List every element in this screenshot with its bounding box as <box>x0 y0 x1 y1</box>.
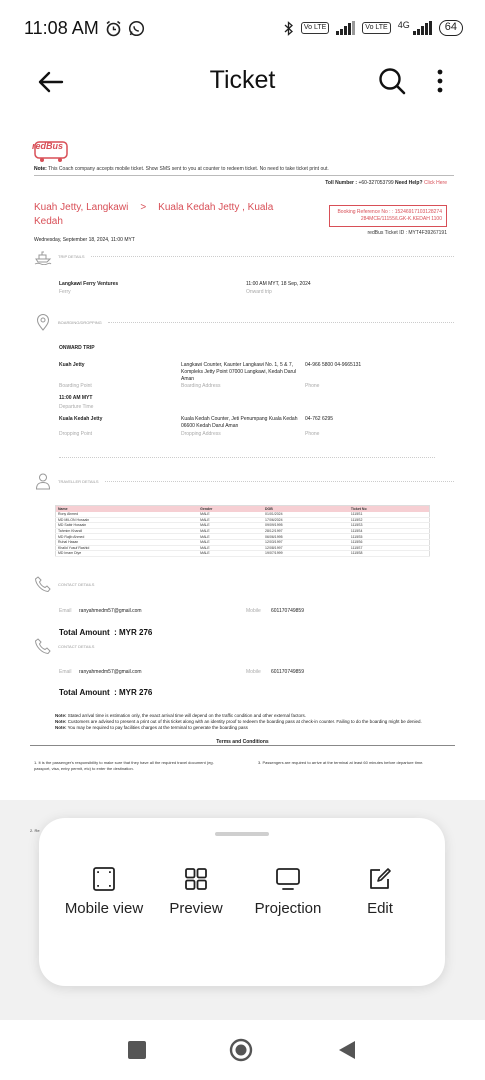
table-cell: 01/01/2024 <box>263 512 349 518</box>
onward-trip-heading: ONWARD TRIP <box>59 345 95 351</box>
email-label: Email <box>59 669 72 675</box>
mobile-label: Mobile <box>246 608 261 614</box>
boarding-dropping-header: BOARDING/DROPPING <box>34 313 454 331</box>
departure-time: 11:00 AM MYT <box>59 395 93 401</box>
column-header: DOB <box>263 506 349 512</box>
table-cell: MALE <box>198 528 263 534</box>
email-value: ranyahmedm57@gmail.com <box>79 608 142 614</box>
signal-icon-2 <box>413 21 432 35</box>
dropping-point: Kuala Kedah Jetty <box>59 416 103 422</box>
table-cell: MD Sabir Hossain <box>56 523 199 529</box>
boarding-point-label: Boarding Point <box>59 383 92 389</box>
table-cell: MD Imam Diye <box>56 551 199 557</box>
table-cell: 1115S5 <box>349 534 430 540</box>
table-cell: 1115S8 <box>349 551 430 557</box>
departure-time-label: Departure Time <box>59 404 94 410</box>
table-cell: 19/07/1999 <box>263 551 349 557</box>
home-circle-icon[interactable] <box>229 1038 253 1062</box>
status-time: 11:08 AM <box>24 17 99 38</box>
terms-heading: Terms and Conditions <box>216 739 269 745</box>
table-cell: Khalid Yusuf Rashid <box>56 545 199 551</box>
operator-name: Langkawi Ferry Ventures <box>59 281 119 287</box>
location-pin-icon <box>34 313 52 331</box>
phone-icon <box>34 637 52 655</box>
table-cell: 1115S7 <box>349 545 430 551</box>
table-cell: 17/06/2024 <box>263 517 349 523</box>
system-nav-bar <box>0 1020 485 1080</box>
mobile-view-button[interactable] <box>54 866 154 917</box>
ticket-id: redBus Ticket ID : MYT4F39267191 <box>367 230 447 236</box>
dropping-point-label: Dropping Point <box>59 431 93 437</box>
onward-time: 11:00 AM MYT, 18 Sep, 2024 <box>246 281 311 287</box>
click-here-link[interactable]: Click Here <box>423 180 447 186</box>
table-cell: Ruhal Hasan <box>56 539 199 545</box>
battery-indicator: 64 <box>439 20 463 36</box>
mobile-label: Mobile <box>246 669 261 675</box>
sheet-drag-handle[interactable] <box>215 832 269 836</box>
volte-badge-2: Vo LTE <box>362 22 390 34</box>
redbus-logo-text: redBus <box>32 141 64 151</box>
app-bar <box>0 56 485 108</box>
contact-details-header-2: CONTACT DETAILS <box>34 637 454 655</box>
more-options-icon[interactable] <box>430 66 450 96</box>
onward-label: Onward trip <box>246 289 272 295</box>
booking-reference-box: Booking Reference No : : 15246917103128274 284MCE/11155/LGK-K.KEDAH 1100 <box>329 205 447 227</box>
table-cell: MD MILON Hossain <box>56 517 199 523</box>
dropping-address: Kuala Kedah Counter, Jeti Penumpang Kuala Kedah 06600 Kedah Darul Aman <box>181 416 298 429</box>
mobile-value: 601170749859 <box>271 669 304 675</box>
projection-button[interactable] <box>238 866 338 917</box>
table-cell: 09/09/1995 <box>263 523 349 529</box>
dropping-phone: 04-762 6295 <box>305 416 334 422</box>
person-icon <box>34 472 52 490</box>
mobile-ticket-note: Note: This Coach company accepts mobile ticket. Show SMS sent to you at counter to redeem ticket. No need to take ticket print out. <box>34 166 454 176</box>
boarding-address: Langkawi Counter, Kaunter Langkawi No. 1, 5 & 7, Kompleks Jetty Point 07000 Langkawi, Kedah Darul Aman <box>181 362 297 382</box>
phone-icon <box>34 575 52 593</box>
boarding-point: Kuah Jetty <box>59 362 85 368</box>
table-cell: 1115S4 <box>349 528 430 534</box>
boarding-phone-label: Phone <box>305 383 320 389</box>
email-value: ranyahmedm57@gmail.com <box>79 669 142 675</box>
table-cell: Tahmim Khandl <box>56 528 199 534</box>
trip-details-header: TRIP DETAILS <box>34 247 454 265</box>
preview-label: Preview <box>169 900 223 917</box>
column-header: Name <box>56 506 199 512</box>
table-cell: 1115S6 <box>349 539 430 545</box>
ferry-icon <box>34 247 52 265</box>
dropping-phone-label: Phone <box>305 431 320 437</box>
email-label: Email <box>59 608 72 614</box>
table-cell: MD Rajib Ahmed <box>56 534 199 540</box>
alarm-icon <box>105 20 122 37</box>
whatsapp-icon <box>128 20 145 37</box>
table-cell: 12/03/1997 <box>263 539 349 545</box>
table-cell: MALE <box>198 545 263 551</box>
table-cell: 1115S2 <box>349 517 430 523</box>
edit-icon <box>367 866 393 892</box>
volte-badge-1: Vo LTE <box>301 22 329 34</box>
traveller-details-header: TRAVELLER DETAILS <box>34 472 454 490</box>
boarding-phone: 04-966 5800 04-9665131 <box>305 362 362 368</box>
divider <box>59 457 435 458</box>
mobile-view-icon <box>91 866 117 892</box>
table-cell: 1115S3 <box>349 523 430 529</box>
preview-grid-icon <box>183 866 209 892</box>
dropping-address-label: Dropping Address <box>181 431 221 437</box>
terms-item-peek: 2. Re <box>30 828 40 833</box>
total-amount-2: Total Amount : MYR 276 <box>59 688 153 697</box>
table-cell: Rony Ahmed <box>56 512 199 518</box>
total-amount: Total Amount : MYR 276 <box>59 628 153 637</box>
column-header: Ticket No <box>349 506 430 512</box>
column-header: Gender <box>198 506 263 512</box>
terms-item-3: 3. Passengers are required to arrive at the terminal at least 60 minutes before departure time. <box>258 760 424 765</box>
preview-button[interactable] <box>146 866 246 917</box>
table-cell: MALE <box>198 534 263 540</box>
edit-button[interactable] <box>330 866 430 917</box>
table-cell: MALE <box>198 539 263 545</box>
projection-label: Projection <box>254 900 322 917</box>
terms-rule <box>30 745 455 746</box>
table-cell: 12/08/1997 <box>263 545 349 551</box>
traveller-table-body <box>56 512 430 557</box>
table-row <box>56 551 430 557</box>
boarding-address-label: Boarding Address <box>181 383 221 389</box>
route-heading: Kuah Jetty, Langkawi > Kuala Kedah Jetty , Kuala Kedah <box>34 202 274 227</box>
traveller-table <box>55 505 430 557</box>
signal-icon-1 <box>336 21 355 35</box>
operator-label: Ferry <box>59 289 71 295</box>
page-title: Ticket <box>209 66 276 94</box>
bluetooth-icon <box>284 21 294 36</box>
projection-monitor-icon <box>275 866 301 892</box>
network-type: 4G <box>397 20 410 30</box>
table-cell: MALE <box>198 512 263 518</box>
table-cell: 06/06/1995 <box>263 534 349 540</box>
edit-label: Edit <box>367 900 393 917</box>
table-cell: MALE <box>198 517 263 523</box>
back-triangle-icon[interactable] <box>335 1038 359 1062</box>
footnotes: Note: Stated arrival time is estimation only, the exact arrival time will depend on the traffic condition and other external factors. Note: Customers are advised to present a print out of this ticket along with an identity proof to redeem the boarding pass at check-in counter. Failing to do the boarding might be denied. Note: You may be required to pay facilities charges at the terminal to generate the boarding pass <box>55 713 422 730</box>
status-bar <box>0 0 485 56</box>
journey-date: Wednesday, September 18, 2024, 11:00 MYT <box>34 237 135 243</box>
table-cell: MALE <box>198 551 263 557</box>
ticket-document[interactable] <box>30 135 455 775</box>
view-options-sheet <box>39 818 445 986</box>
mobile-view-label: Mobile view <box>64 900 144 917</box>
table-cell: 28/12/1997 <box>263 528 349 534</box>
contact-details-header: CONTACT DETAILS <box>34 575 454 593</box>
recents-square-icon[interactable] <box>125 1038 149 1062</box>
table-cell: MALE <box>198 523 263 529</box>
toll-number: Toll Number : +60-327053799 Need Help? Click Here <box>325 180 447 186</box>
search-icon[interactable] <box>377 66 407 96</box>
mobile-value: 601170749859 <box>271 608 304 614</box>
table-cell: 1115S1 <box>349 512 430 518</box>
terms-item-1: 1. It is the passenger's responsibility to make sure that they have all the required travel document (eg. passport, visa, entry permit, etc) to enter the destination. <box>34 760 214 771</box>
